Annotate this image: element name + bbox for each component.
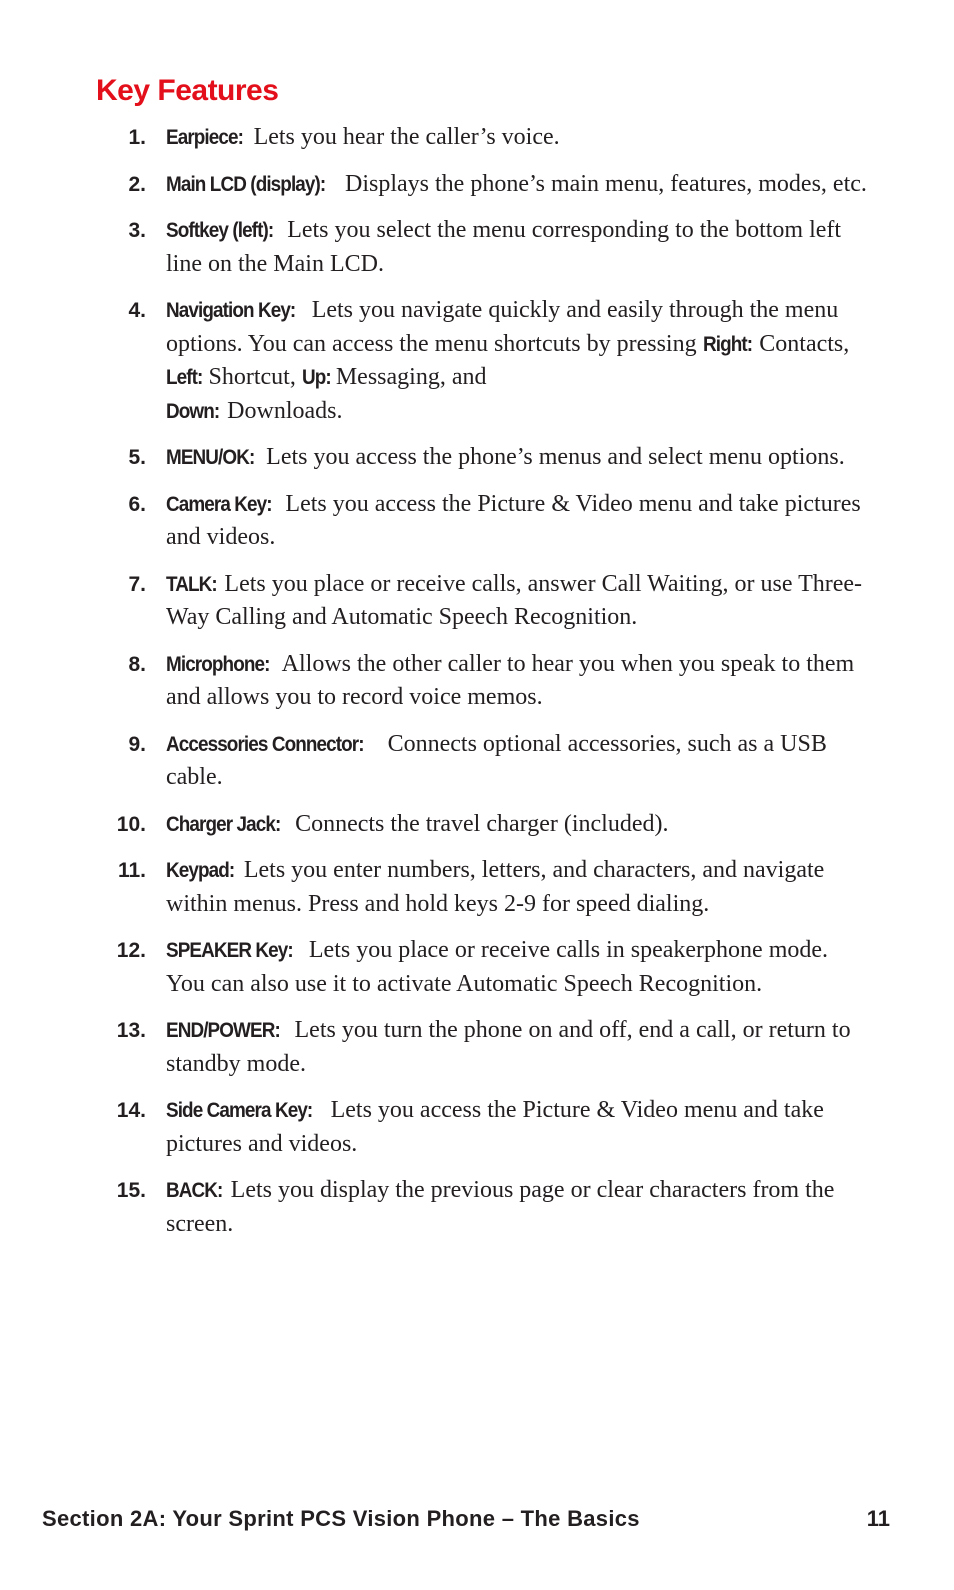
item-term: Side Camera Key: <box>166 1099 313 1122</box>
key-down-term: Down: <box>166 399 220 423</box>
item-term: TALK: <box>166 572 217 596</box>
list-item <box>96 808 871 842</box>
list-item <box>96 1014 871 1081</box>
item-text: Displays the phone’s main menu, features, modes, etc. <box>339 170 867 197</box>
key-down-text: Downloads. <box>221 397 343 424</box>
item-body <box>166 568 871 635</box>
item-text: Lets you enter numbers, letters, and characters, and navigate within menus. Press and hold keys 2-9 for speed dialing. <box>166 857 825 917</box>
item-text: Lets you place or receive calls, answer Call Waiting, or use Three-Way Calling and Automatic Speech Recognition. <box>166 570 863 630</box>
item-term: SPEAKER Key: <box>166 939 293 962</box>
item-body <box>166 728 871 795</box>
item-body <box>166 214 871 281</box>
item-body <box>166 121 871 155</box>
item-number: 7. <box>128 572 146 596</box>
list-item <box>96 441 871 475</box>
item-number: 4. <box>128 299 146 322</box>
item-number: 14. <box>116 1099 146 1122</box>
list-item <box>96 854 871 921</box>
item-number: 11. <box>117 859 146 882</box>
item-term: Softkey (left): <box>166 219 274 242</box>
list-item <box>96 934 871 1001</box>
item-term: Microphone: <box>166 652 270 676</box>
item-text: Connects optional accessories, such as a USB cable. <box>166 730 827 790</box>
item-number: 12. <box>116 939 146 962</box>
page-title: Key Features <box>96 74 279 107</box>
item-body <box>166 854 871 921</box>
list-item <box>96 214 871 281</box>
item-text: Lets you place or receive calls in speakerphone mode. You can also use it to activate Automatic Speech Recognition. <box>166 937 829 997</box>
key-left-text: Shortcut, <box>202 364 302 390</box>
item-text: Lets you display the previous page or clear characters from the screen. <box>166 1177 835 1237</box>
item-number: 1. <box>128 126 146 149</box>
key-right-text: Contacts, <box>753 330 850 357</box>
item-body <box>166 294 871 428</box>
key-up-text: Messaging, and <box>329 364 487 390</box>
footer-page-number: 11 <box>866 1506 890 1531</box>
list-item <box>96 568 871 635</box>
item-body <box>166 1174 871 1241</box>
item-text: Lets you hear the caller’s voice. <box>247 124 560 150</box>
list-item <box>96 488 871 555</box>
item-text: Lets you access the Picture & Video menu and take pictures and videos. <box>166 490 861 550</box>
list-item <box>96 121 871 155</box>
list-item <box>96 1094 871 1161</box>
item-term: Accessories Connector: <box>166 732 364 756</box>
item-body <box>166 1094 871 1161</box>
item-number: 2. <box>128 172 146 196</box>
item-term: MENU/OK: <box>166 446 255 469</box>
item-number: 9. <box>128 732 146 756</box>
footer-section-title: Section 2A: Your Sprint PCS Vision Phone – The Basics <box>42 1506 640 1531</box>
item-number: 5. <box>128 446 146 469</box>
item-term: Earpiece: <box>166 126 244 149</box>
item-body <box>166 648 871 715</box>
item-body <box>166 488 871 555</box>
key-left-term: Left: <box>166 366 203 389</box>
item-text: Allows the other caller to hear you when you speak to them and allows you to record voice memos. <box>166 650 855 710</box>
item-number: 15. <box>116 1179 146 1202</box>
item-term: BACK: <box>166 1179 223 1202</box>
item-number: 6. <box>128 492 146 516</box>
item-number: 3. <box>128 219 146 242</box>
item-text: Lets you select the menu corresponding to the bottom left line on the Main LCD. <box>166 217 842 277</box>
key-right-term: Right: <box>702 332 752 356</box>
item-text: Lets you access the Picture & Video menu and take pictures and videos. <box>166 1097 824 1157</box>
key-up-term: Up: <box>301 366 331 389</box>
item-term: Navigation Key: <box>166 299 296 322</box>
item-term: Charger Jack: <box>166 812 281 836</box>
list-item <box>96 1174 871 1241</box>
list-item <box>96 294 871 428</box>
list-item <box>96 648 871 715</box>
item-text: Lets you turn the phone on and off, end a call, or return to standby mode. <box>166 1017 851 1077</box>
item-body <box>166 1014 871 1081</box>
item-term: Camera Key: <box>166 492 272 516</box>
item-body <box>166 441 871 475</box>
list-item <box>96 168 871 202</box>
item-text: Connects the travel charger (included). <box>289 810 669 837</box>
item-number: 8. <box>128 652 146 676</box>
feature-list <box>96 121 871 1254</box>
item-text: Lets you access the phone’s menus and select menu options. <box>260 444 845 470</box>
item-text: Lets you navigate quickly and easily through the menu options. You can access the menu shortcuts by pressing <box>166 297 839 357</box>
item-number: 10. <box>116 812 146 836</box>
item-term: Main LCD (display): <box>166 172 326 196</box>
item-body <box>166 168 871 202</box>
item-term: Keypad: <box>166 859 235 882</box>
item-body <box>166 934 871 1001</box>
item-term: END/POWER: <box>166 1019 280 1042</box>
list-item <box>96 728 871 795</box>
item-number: 13. <box>116 1019 146 1042</box>
item-body <box>166 808 871 842</box>
